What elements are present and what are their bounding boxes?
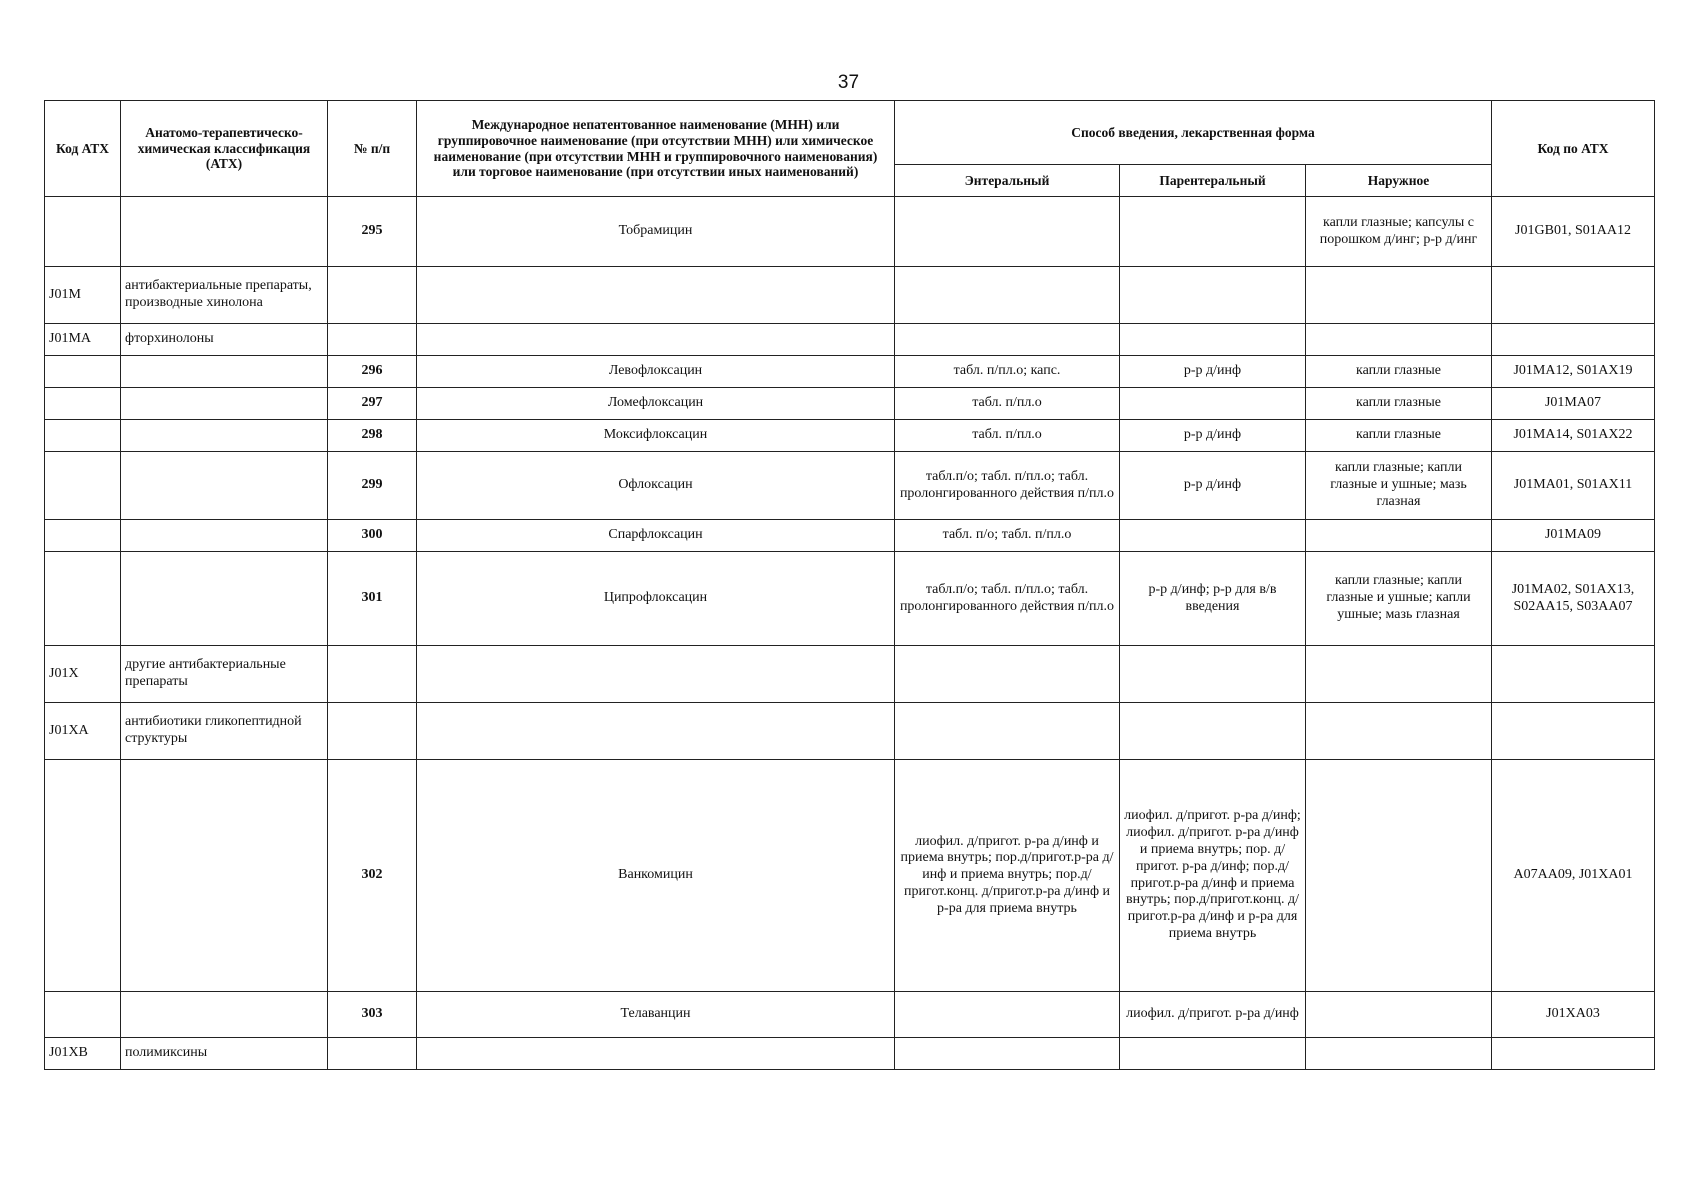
cell-code: J01XA (45, 703, 121, 760)
cell-external (1306, 760, 1492, 992)
table-row (45, 267, 1655, 324)
page-number: 37 (837, 72, 860, 93)
table-row (45, 992, 1655, 1038)
cell-code (45, 520, 121, 552)
table-row (45, 324, 1655, 356)
cell-external: капли глазные; капли глазные и ушные; мазь глазная (1306, 452, 1492, 520)
cell-name (417, 703, 895, 760)
cell-enteral: лиофил. д/пригот. р-ра д/инф и приема внутрь; пор.д/пригот.р-ра д/инф и приема внутрь; пор.д/пригот.конц. д/пригот.р-ра д/инф и р-ра для приема внутрь (895, 760, 1120, 992)
cell-num: 300 (328, 520, 417, 552)
header-external: Наружное (1306, 165, 1492, 197)
cell-atc: J01MA09 (1492, 520, 1655, 552)
header-parenteral: Парентеральный (1120, 165, 1306, 197)
cell-code (45, 992, 121, 1038)
cell-num: 296 (328, 356, 417, 388)
cell-num (328, 1038, 417, 1070)
cell-atc (1492, 646, 1655, 703)
cell-name: Ципрофлоксацин (417, 552, 895, 646)
cell-name: Спарфлоксацин (417, 520, 895, 552)
cell-enteral: табл. п/пл.о; капс. (895, 356, 1120, 388)
cell-atc (1492, 703, 1655, 760)
cell-enteral: табл. п/пл.о (895, 388, 1120, 420)
cell-class (121, 552, 328, 646)
cell-code (45, 760, 121, 992)
cell-class: антибиотики гликопептидной структуры (121, 703, 328, 760)
table-row (45, 760, 1655, 992)
cell-atc (1492, 1038, 1655, 1070)
cell-code: J01XB (45, 1038, 121, 1070)
cell-name: Левофлоксацин (417, 356, 895, 388)
cell-class (121, 356, 328, 388)
cell-num: 301 (328, 552, 417, 646)
cell-num: 295 (328, 197, 417, 267)
cell-class (121, 992, 328, 1038)
cell-class (121, 520, 328, 552)
table-row (45, 420, 1655, 452)
cell-num (328, 646, 417, 703)
cell-parenteral (1120, 267, 1306, 324)
cell-atc: J01MA01, S01AX11 (1492, 452, 1655, 520)
cell-parenteral (1120, 324, 1306, 356)
cell-num (328, 703, 417, 760)
header-atc-classification: Анатомо-терапевтическо-химическая классификация (АТХ) (121, 101, 328, 197)
table-row (45, 703, 1655, 760)
cell-code (45, 356, 121, 388)
cell-num: 297 (328, 388, 417, 420)
cell-parenteral (1120, 520, 1306, 552)
cell-class (121, 420, 328, 452)
table-row (45, 1038, 1655, 1070)
cell-class (121, 452, 328, 520)
cell-code: J01X (45, 646, 121, 703)
cell-class: фторхинолоны (121, 324, 328, 356)
cell-external: капли глазные (1306, 388, 1492, 420)
cell-external (1306, 520, 1492, 552)
cell-external (1306, 267, 1492, 324)
cell-parenteral: р-р д/инф (1120, 356, 1306, 388)
header-route: Способ введения, лекарственная форма (895, 101, 1492, 165)
cell-enteral (895, 646, 1120, 703)
cell-enteral: табл.п/о; табл. п/пл.о; табл. пролонгированного действия п/пл.о (895, 452, 1120, 520)
cell-num: 299 (328, 452, 417, 520)
cell-class (121, 388, 328, 420)
cell-name (417, 646, 895, 703)
cell-class: другие антибактериальные препараты (121, 646, 328, 703)
table-row (45, 646, 1655, 703)
cell-class: полимиксины (121, 1038, 328, 1070)
cell-atc (1492, 324, 1655, 356)
cell-atc: J01XA03 (1492, 992, 1655, 1038)
cell-num (328, 324, 417, 356)
cell-atc: J01MA02, S01AX13, S02AA15, S03AA07 (1492, 552, 1655, 646)
cell-enteral (895, 324, 1120, 356)
cell-enteral: табл.п/о; табл. п/пл.о; табл. пролонгированного действия п/пл.о (895, 552, 1120, 646)
cell-num: 303 (328, 992, 417, 1038)
cell-atc: A07AA09, J01XA01 (1492, 760, 1655, 992)
cell-name: Телаванцин (417, 992, 895, 1038)
cell-external: капли глазные (1306, 356, 1492, 388)
cell-enteral (895, 267, 1120, 324)
cell-class (121, 760, 328, 992)
cell-external (1306, 1038, 1492, 1070)
cell-name (417, 267, 895, 324)
cell-code (45, 552, 121, 646)
cell-enteral (895, 1038, 1120, 1070)
cell-class (121, 197, 328, 267)
cell-parenteral: р-р д/инф (1120, 452, 1306, 520)
cell-enteral (895, 992, 1120, 1038)
cell-parenteral (1120, 646, 1306, 703)
header-atc-code: Код АТХ (45, 101, 121, 197)
cell-name (417, 324, 895, 356)
table-row (45, 356, 1655, 388)
table-row (45, 452, 1655, 520)
header-number: № п/п (328, 101, 417, 197)
cell-external: капли глазные (1306, 420, 1492, 452)
cell-external (1306, 324, 1492, 356)
cell-atc: J01MA14, S01AX22 (1492, 420, 1655, 452)
cell-parenteral (1120, 197, 1306, 267)
header-enteral: Энтеральный (895, 165, 1120, 197)
drug-table (44, 100, 1655, 1070)
table-row (45, 388, 1655, 420)
cell-enteral: табл. п/пл.о (895, 420, 1120, 452)
cell-atc (1492, 267, 1655, 324)
cell-parenteral: р-р д/инф (1120, 420, 1306, 452)
cell-num: 302 (328, 760, 417, 992)
cell-atc: J01GB01, S01AA12 (1492, 197, 1655, 267)
cell-code (45, 420, 121, 452)
cell-code (45, 388, 121, 420)
cell-name: Ломефлоксацин (417, 388, 895, 420)
cell-code: J01M (45, 267, 121, 324)
cell-external: капли глазные; капли глазные и ушные; капли ушные; мазь глазная (1306, 552, 1492, 646)
cell-parenteral: лиофил. д/пригот. р-ра д/инф; лиофил. д/пригот. р-ра д/инф и приема внутрь; пор. д/пригот. р-ра д/инф; пор.д/пригот.р-ра д/инф и приема внутрь; пор.д/пригот.конц. д/пригот.р-ра д/инф и р-ра для приема внутрь (1120, 760, 1306, 992)
header-atc-code-2: Код по АТХ (1492, 101, 1655, 197)
cell-external (1306, 992, 1492, 1038)
cell-num: 298 (328, 420, 417, 452)
cell-code (45, 452, 121, 520)
cell-name: Офлоксацин (417, 452, 895, 520)
cell-enteral (895, 197, 1120, 267)
cell-name: Моксифлоксацин (417, 420, 895, 452)
cell-external: капли глазные; капсулы с порошком д/инг; р-р д/инг (1306, 197, 1492, 267)
cell-atc: J01MA07 (1492, 388, 1655, 420)
cell-name: Ванкомицин (417, 760, 895, 992)
cell-enteral (895, 703, 1120, 760)
cell-external (1306, 703, 1492, 760)
table-row (45, 552, 1655, 646)
cell-class: антибактериальные препараты, производные хинолона (121, 267, 328, 324)
cell-num (328, 267, 417, 324)
cell-parenteral (1120, 703, 1306, 760)
cell-name (417, 1038, 895, 1070)
header-drug-name: Международное непатентованное наименование (МНН) или группировочное наименование (при отсутствии МНН) или химическое наименование (при отсутствии МНН и группировочного наименования) или торговое наименование (при отсутствии иных наименований) (417, 101, 895, 197)
cell-parenteral: лиофил. д/пригот. р-ра д/инф (1120, 992, 1306, 1038)
cell-atc: J01MA12, S01AX19 (1492, 356, 1655, 388)
table-row (45, 197, 1655, 267)
cell-external (1306, 646, 1492, 703)
cell-parenteral (1120, 1038, 1306, 1070)
cell-code: J01MA (45, 324, 121, 356)
cell-parenteral (1120, 388, 1306, 420)
cell-name: Тобрамицин (417, 197, 895, 267)
cell-code (45, 197, 121, 267)
cell-parenteral: р-р д/инф; р-р для в/в введения (1120, 552, 1306, 646)
cell-enteral: табл. п/о; табл. п/пл.о (895, 520, 1120, 552)
table-row (45, 520, 1655, 552)
